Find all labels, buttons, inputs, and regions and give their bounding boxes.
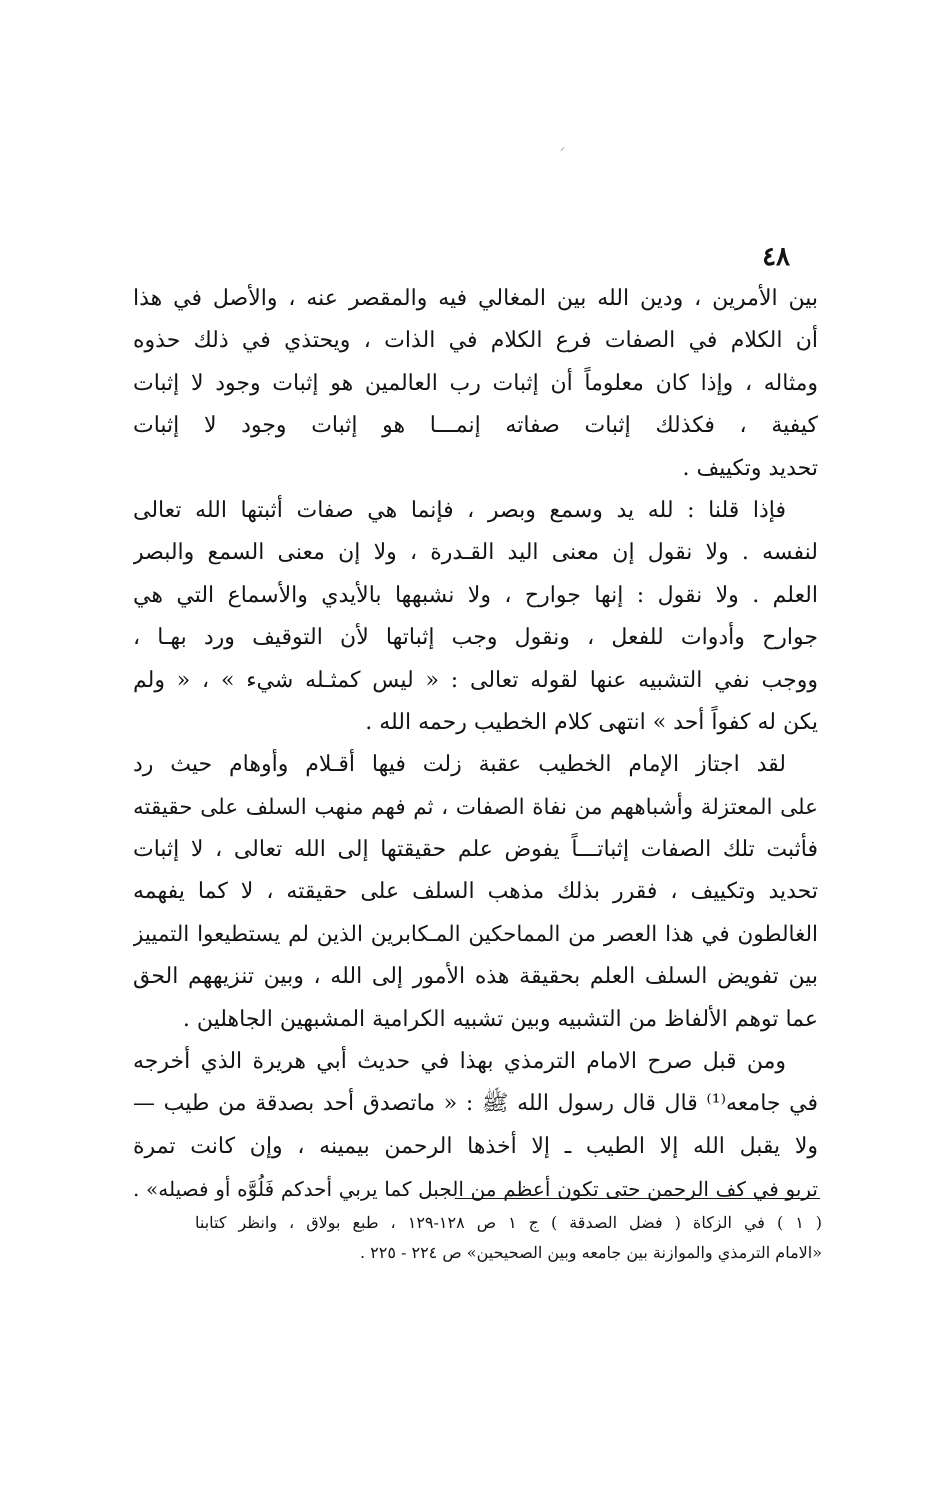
text-line: الغالطون في هذا العصر من المماحكين المـكابرين الذين لم يستطيعوا التمييز — [133, 921, 818, 947]
text-line: فأثبت تلك الصفات إثباتـــاً يفوض علم حقيقتها إلى الله تعالى ، لا إثبات — [133, 837, 818, 863]
text-line: جوارح وأدوات للفعل ، ونقول وجب إثباتها لأن التوقيف ورد بهـا ، — [133, 625, 818, 651]
text-line: يكن له كفواً أحد » انتهى كلام الخطيب رحمه الله . — [365, 709, 818, 735]
text-line: تربو في كف الرحمن حتى تكون أعظم من الجبل كما يربي أحدكم فَلُوَّه أو فصيله» . — [133, 1177, 818, 1202]
text-line: أن الكلام في الصفات فرع الكلام في الذات ، ويحتذي في ذلك حذوه — [133, 328, 818, 354]
footnotes — [195, 1208, 822, 1268]
text-line: ومثاله ، وإذا كان معلوماً أن إثبات رب العالمين هو إثبات وجود لا إثبات — [133, 370, 818, 396]
text-line: ولا يقبل الله إلا الطيب ـ إلا أخذها الرحمن بيمينه ، وإن كانت تمرة — [133, 1133, 818, 1159]
text-line: ووجب نفي التشبيه عنها لقوله تعالى : « ليس كمثـله شيء » ، « ولم — [133, 667, 818, 693]
text-line: لقد اجتاز الإمام الخطيب عقبة زلت فيها أقـلام وأوهام حيث رد — [133, 752, 786, 778]
text-line: عما توهم الألفاظ من التشبيه وبين تشبيه الكرامية المشبهين الجاهلين . — [182, 1006, 818, 1032]
text-line: تحديد وتكييف ، فقرر بذلك مذهب السلف على حقيقته ، لا كما يفهمه — [133, 879, 818, 905]
text-line: بين الأمرين ، ودين الله بين المغالي فيه والمقصر عنه ، والأصل في هذا — [133, 286, 818, 311]
text-line: تحديد وتكييف . — [682, 455, 818, 481]
text-line: في جامعه⁽¹⁾ قال قال رسول الله ﷺ : « ماتصدق أحد بصدقة من طيب — — [133, 1091, 818, 1117]
body-text — [133, 278, 818, 1211]
text-line: بين تفويض السلف العلم بحقيقة هذه الأمور إلى الله ، وبين تنزيههم الحق — [133, 964, 818, 990]
text-line: كيفية ، فكذلك إثبات صفاته إنمـــا هو إثبات وجود لا إثبات — [133, 413, 818, 439]
text-line: العلم . ولا نقول : إنها جوارح ، ولا نشبهها بالأيدي والأسماع التي هي — [133, 582, 818, 608]
footnote-line: «الامام الترمذي والموازنة بين جامعه وبين الصحيحين» ص ٢٢٤ - ٢٢٥ . — [359, 1243, 822, 1262]
text-line: على المعتزلة وأشباههم من نفاة الصفات ، ثم فهم منهب السلف على حقيقته — [133, 794, 818, 820]
scan-speck: ⸝ — [560, 142, 565, 153]
text-line: لنفسه . ولا نقول إن معنى اليد القـدرة ، ولا إن معنى السمع والبصر — [133, 540, 818, 566]
page-number: ٤٨ — [762, 242, 790, 272]
footnote-line: ( ١ ) في الزكاة ( فضل الصدقة ) ج ١ ص ١٢٨-١٢٩ ، طبع بولاق ، وانظر كتابنا — [195, 1213, 822, 1232]
footnote-divider — [455, 1198, 820, 1199]
text-line: فإذا قلنا : لله يد وسمع وبصر ، فإنما هي صفات أثبتها الله تعالى — [133, 497, 786, 523]
text-line: ومن قبل صرح الامام الترمذي بهذا في حديث أبي هريرة الذي أخرجه — [133, 1049, 786, 1075]
